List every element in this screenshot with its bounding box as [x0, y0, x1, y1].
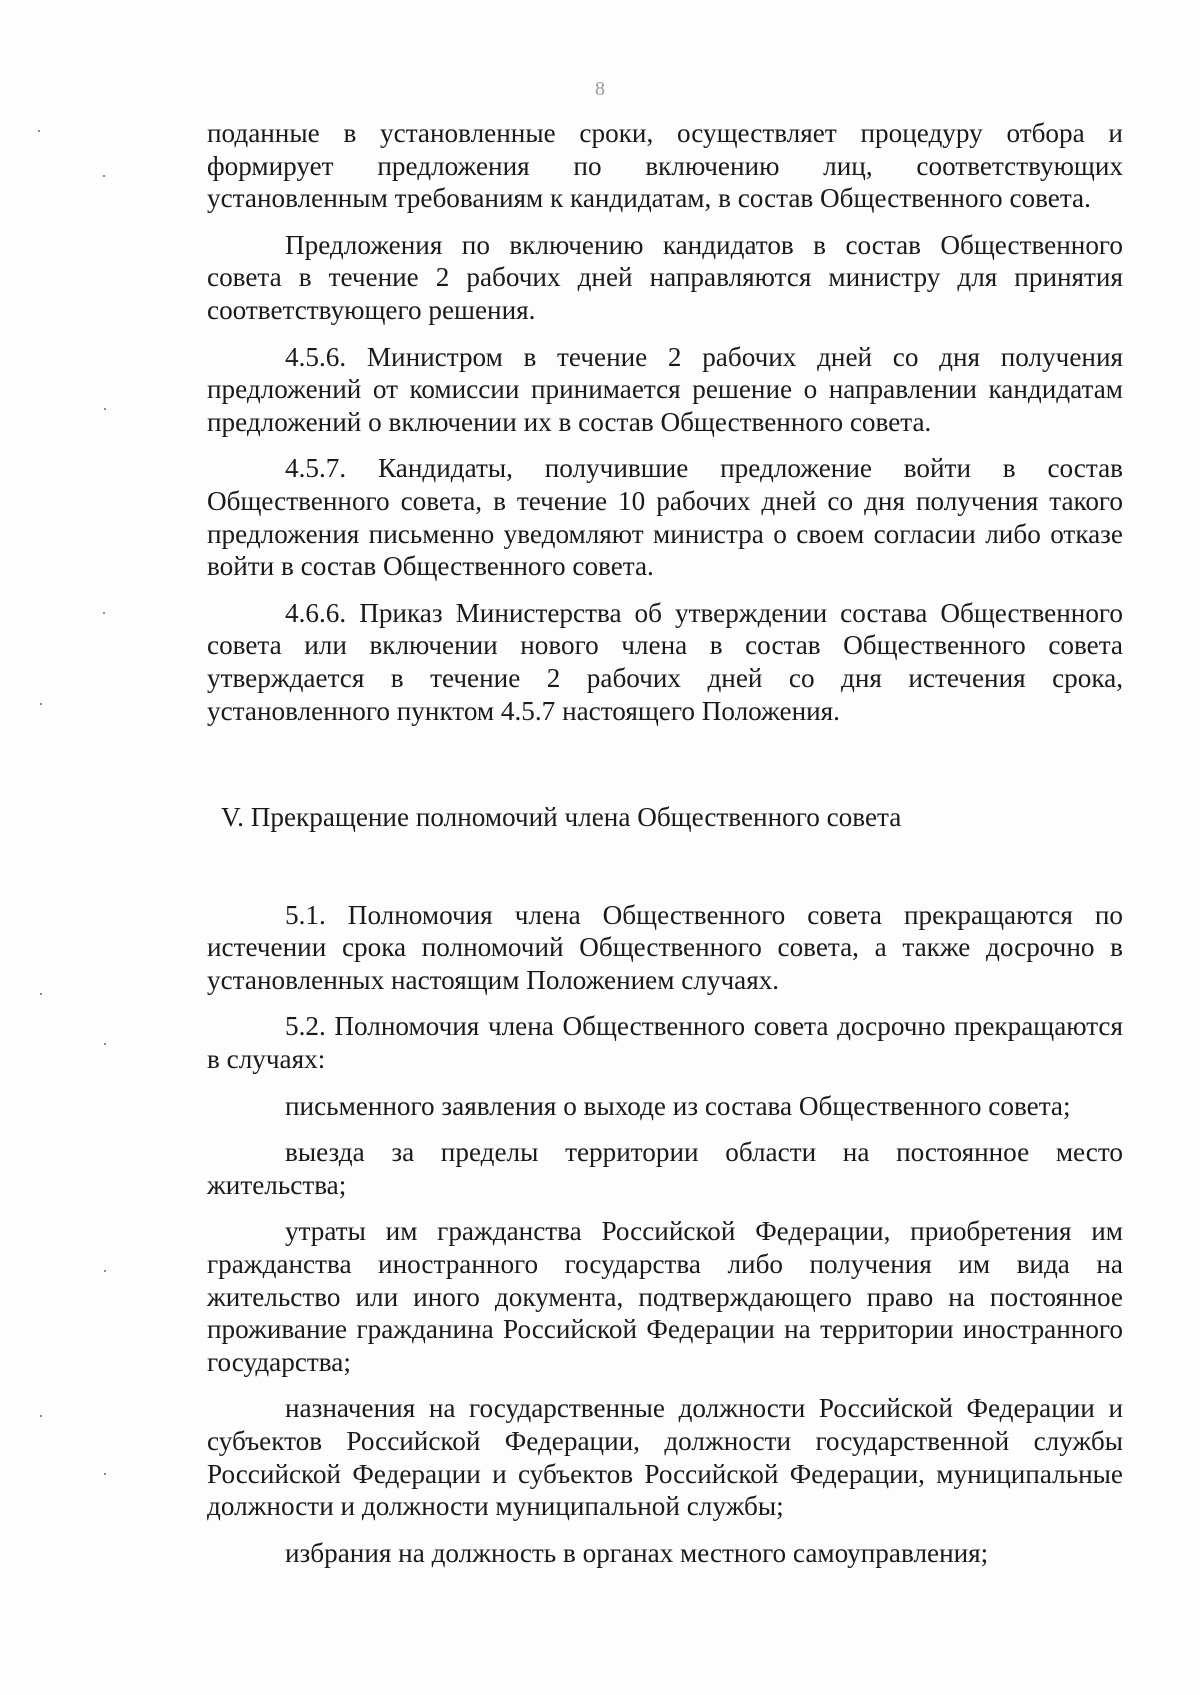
scan-speck	[104, 1473, 106, 1475]
paragraph-4-6-6: 4.6.6. Приказ Министерства об утверждении состава Общественного совета или включении нового члена в состав Общественного совета утверждается в течение 2 рабочих дней со дня истечения срока, установленного пунктом 4.5.7 настоящего Положения.	[207, 597, 1123, 726]
page-number: 8	[595, 78, 605, 100]
scan-speck	[40, 993, 42, 995]
list-item-citizenship-loss: утраты им гражданства Российской Федерации, приобретения им гражданства иностранного государства либо получения им вида на жительство или иного документа, подтверждающего право на постоянное проживание гражданина Российской Федерации на территории иностранного государства;	[207, 1216, 1123, 1377]
list-item-departure: выезда за пределы территории области на постоянное место жительства;	[207, 1137, 1123, 1200]
paragraph-4-5-6: 4.5.6. Министром в течение 2 рабочих дней со дня получения предложений от комиссии принимается решение о направлении кандидатам предложений о включении их в состав Общественного совета.	[207, 341, 1123, 437]
paragraph-proposals: Предложения по включению кандидатов в состав Общественного совета в течение 2 рабочих дней направляются министру для принятия соответствующего решения.	[207, 229, 1123, 325]
scan-speck	[103, 175, 105, 177]
scan-speck	[40, 703, 42, 705]
scan-speck	[104, 1270, 106, 1272]
document-body	[207, 117, 1123, 1583]
scan-speck	[103, 612, 105, 614]
list-item-appointment: назначения на государственные должности Российской Федерации и субъектов Российской Федерации, должности государственной службы Российской Федерации и субъектов Российской Федерации, муниципальные должности и должности муниципальной службы;	[207, 1393, 1123, 1522]
scan-speck	[104, 408, 106, 410]
paragraph-5-1: 5.1. Полномочия члена Общественного совета прекращаются по истечении срока полномочий Общественного совета, а также досрочно в установленных настоящим Положением случаях.	[207, 899, 1123, 995]
section-heading: V. Прекращение полномочий члена Общественного совета	[221, 802, 902, 833]
list-item-written-statement: письменного заявления о выходе из состава Общественного совета;	[285, 1090, 1071, 1121]
list-item-election: избрания на должность в органах местного самоуправления;	[285, 1537, 989, 1568]
paragraph-continuation: поданные в установленные сроки, осуществляет процедуру отбора и формирует предложения по включению лиц, соответствующих установленным требованиям к кандидатам, в состав Общественного совета.	[207, 118, 1123, 214]
scan-speck	[104, 1043, 106, 1045]
scan-speck	[40, 1415, 42, 1417]
scan-speck	[38, 130, 40, 132]
paragraph-5-2: 5.2. Полномочия члена Общественного совета досрочно прекращаются в случаях:	[207, 1011, 1123, 1075]
paragraph-4-5-7: 4.5.7. Кандидаты, получившие предложение войти в состав Общественного совета, в течение 10 рабочих дней со дня получения такого предложения письменно уведомляют министра о своем согласии либо отказе войти в состав Общественного совета.	[207, 453, 1123, 582]
